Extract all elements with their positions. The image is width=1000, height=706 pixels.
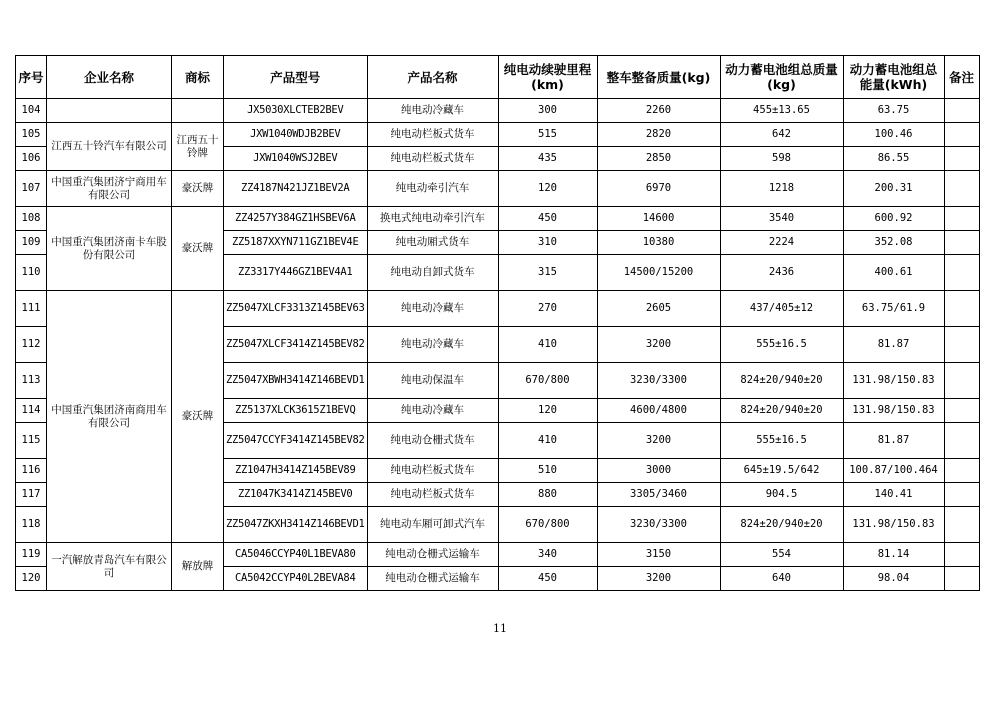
row-number: 116 — [16, 459, 47, 483]
curb-mass-cell: 6970 — [597, 171, 720, 207]
product-name-cell: 纯电动仓栅式货车 — [367, 423, 498, 459]
range-cell: 880 — [498, 483, 597, 507]
battery-energy-cell: 100.46 — [843, 123, 944, 147]
battery-mass-cell: 437/405±12 — [720, 291, 843, 327]
row-number: 104 — [16, 99, 47, 123]
brand-cell-empty — [172, 99, 224, 123]
header-cell-company: 企业名称 — [47, 56, 172, 99]
battery-mass-cell: 554 — [720, 543, 843, 567]
brand-cell: 豪沃牌 — [172, 171, 224, 207]
company-cell: 中国重汽集团济宁商用车有限公司 — [47, 171, 172, 207]
model-cell: ZZ5047XLCF3313Z145BEV63 — [224, 291, 368, 327]
battery-mass-cell: 642 — [720, 123, 843, 147]
row-number: 112 — [16, 327, 47, 363]
row-number: 119 — [16, 543, 47, 567]
range-cell: 510 — [498, 459, 597, 483]
range-cell: 670/800 — [498, 363, 597, 399]
battery-mass-cell: 904.5 — [720, 483, 843, 507]
table-row — [16, 99, 980, 123]
model-cell: ZZ5047XBWH3414Z146BEVD1 — [224, 363, 368, 399]
range-cell: 435 — [498, 147, 597, 171]
battery-mass-cell: 555±16.5 — [720, 423, 843, 459]
curb-mass-cell: 14600 — [597, 207, 720, 231]
header-cell-battery-mass: 动力蓄电池组总质量(kg) — [720, 56, 843, 99]
curb-mass-cell: 2820 — [597, 123, 720, 147]
model-cell: ZZ5137XLCK3615Z1BEVQ — [224, 399, 368, 423]
product-name-cell: 纯电动仓栅式运输车 — [367, 543, 498, 567]
product-name-cell: 纯电动冷藏车 — [367, 99, 498, 123]
header-cell-battery-energy: 动力蓄电池组总能量(kWh) — [843, 56, 944, 99]
curb-mass-cell: 3200 — [597, 567, 720, 591]
battery-energy-cell: 81.14 — [843, 543, 944, 567]
remarks-cell — [944, 171, 979, 207]
battery-mass-cell: 824±20/940±20 — [720, 363, 843, 399]
battery-mass-cell: 3540 — [720, 207, 843, 231]
remarks-cell — [944, 363, 979, 399]
model-cell: JX5030XLCTEB2BEV — [224, 99, 368, 123]
row-number: 110 — [16, 255, 47, 291]
battery-energy-cell: 131.98/150.83 — [843, 363, 944, 399]
remarks-cell — [944, 507, 979, 543]
curb-mass-cell: 2850 — [597, 147, 720, 171]
product-name-cell: 纯电动栏板式货车 — [367, 459, 498, 483]
remarks-cell — [944, 483, 979, 507]
curb-mass-cell: 2260 — [597, 99, 720, 123]
curb-mass-cell: 3230/3300 — [597, 507, 720, 543]
model-cell: ZZ1047K3414Z145BEV0 — [224, 483, 368, 507]
product-name-cell: 纯电动栏板式货车 — [367, 123, 498, 147]
brand-cell: 豪沃牌 — [172, 291, 224, 543]
row-number: 114 — [16, 399, 47, 423]
range-cell: 120 — [498, 171, 597, 207]
battery-mass-cell: 598 — [720, 147, 843, 171]
battery-energy-cell: 98.04 — [843, 567, 944, 591]
remarks-cell — [944, 207, 979, 231]
product-name-cell: 纯电动冷藏车 — [367, 399, 498, 423]
header-cell-curb-mass: 整车整备质量(kg) — [597, 56, 720, 99]
company-cell-empty — [47, 99, 172, 123]
range-cell: 410 — [498, 327, 597, 363]
range-cell: 120 — [498, 399, 597, 423]
battery-energy-cell: 200.31 — [843, 171, 944, 207]
row-number: 108 — [16, 207, 47, 231]
row-number: 118 — [16, 507, 47, 543]
battery-mass-cell: 645±19.5/642 — [720, 459, 843, 483]
row-number: 109 — [16, 231, 47, 255]
header-cell-brand: 商标 — [172, 56, 224, 99]
range-cell: 450 — [498, 207, 597, 231]
curb-mass-cell: 3000 — [597, 459, 720, 483]
table-row — [16, 543, 980, 567]
product-name-cell: 纯电动自卸式货车 — [367, 255, 498, 291]
product-name-cell: 纯电动冷藏车 — [367, 327, 498, 363]
company-cell: 中国重汽集团济南卡车股份有限公司 — [47, 207, 172, 291]
row-number: 115 — [16, 423, 47, 459]
range-cell: 515 — [498, 123, 597, 147]
row-number: 105 — [16, 123, 47, 147]
page-number: 11 — [493, 622, 507, 635]
remarks-cell — [944, 423, 979, 459]
curb-mass-cell: 10380 — [597, 231, 720, 255]
battery-mass-cell: 1218 — [720, 171, 843, 207]
remarks-cell — [944, 99, 979, 123]
remarks-cell — [944, 399, 979, 423]
battery-mass-cell: 640 — [720, 567, 843, 591]
model-cell: ZZ1047H3414Z145BEV89 — [224, 459, 368, 483]
model-cell: ZZ4187N421JZ1BEV2A — [224, 171, 368, 207]
header-cell-product-name: 产品名称 — [367, 56, 498, 99]
header-row — [16, 56, 980, 99]
model-cell: ZZ5047XLCF3414Z145BEV82 — [224, 327, 368, 363]
model-cell: JXW1040WDJB2BEV — [224, 123, 368, 147]
remarks-cell — [944, 567, 979, 591]
battery-energy-cell: 81.87 — [843, 327, 944, 363]
battery-mass-cell: 555±16.5 — [720, 327, 843, 363]
row-number: 113 — [16, 363, 47, 399]
table-row — [16, 171, 980, 207]
row-number: 120 — [16, 567, 47, 591]
product-name-cell: 纯电动栏板式货车 — [367, 147, 498, 171]
range-cell: 310 — [498, 231, 597, 255]
product-name-cell: 纯电动仓栅式运输车 — [367, 567, 498, 591]
remarks-cell — [944, 231, 979, 255]
curb-mass-cell: 3200 — [597, 423, 720, 459]
model-cell: ZZ5047ZKXH3414Z146BEVD1 — [224, 507, 368, 543]
battery-energy-cell: 81.87 — [843, 423, 944, 459]
row-number: 106 — [16, 147, 47, 171]
company-cell: 一汽解放青岛汽车有限公司 — [47, 543, 172, 591]
range-cell: 410 — [498, 423, 597, 459]
battery-energy-cell: 86.55 — [843, 147, 944, 171]
battery-energy-cell: 100.87/100.464 — [843, 459, 944, 483]
product-name-cell: 纯电动厢式货车 — [367, 231, 498, 255]
remarks-cell — [944, 543, 979, 567]
curb-mass-cell: 3305/3460 — [597, 483, 720, 507]
range-cell: 340 — [498, 543, 597, 567]
curb-mass-cell: 2605 — [597, 291, 720, 327]
model-cell: ZZ4257Y384GZ1HSBEV6A — [224, 207, 368, 231]
product-name-cell: 纯电动保温车 — [367, 363, 498, 399]
battery-energy-cell: 400.61 — [843, 255, 944, 291]
battery-mass-cell: 455±13.65 — [720, 99, 843, 123]
remarks-cell — [944, 123, 979, 147]
battery-energy-cell: 131.98/150.83 — [843, 399, 944, 423]
battery-energy-cell: 131.98/150.83 — [843, 507, 944, 543]
range-cell: 300 — [498, 99, 597, 123]
curb-mass-cell: 3230/3300 — [597, 363, 720, 399]
battery-mass-cell: 2436 — [720, 255, 843, 291]
remarks-cell — [944, 255, 979, 291]
header-cell-no: 序号 — [16, 56, 47, 99]
range-cell: 270 — [498, 291, 597, 327]
curb-mass-cell: 14500/15200 — [597, 255, 720, 291]
curb-mass-cell: 3150 — [597, 543, 720, 567]
battery-energy-cell: 600.92 — [843, 207, 944, 231]
battery-energy-cell: 352.08 — [843, 231, 944, 255]
model-cell: ZZ5187XXYN711GZ1BEV4E — [224, 231, 368, 255]
model-cell: ZZ5047CCYF3414Z145BEV82 — [224, 423, 368, 459]
product-name-cell: 纯电动牵引汽车 — [367, 171, 498, 207]
curb-mass-cell: 4600/4800 — [597, 399, 720, 423]
battery-energy-cell: 63.75 — [843, 99, 944, 123]
company-cell: 中国重汽集团济南商用车有限公司 — [47, 291, 172, 543]
row-number: 111 — [16, 291, 47, 327]
range-cell: 450 — [498, 567, 597, 591]
remarks-cell — [944, 327, 979, 363]
brand-cell: 解放牌 — [172, 543, 224, 591]
battery-mass-cell: 824±20/940±20 — [720, 399, 843, 423]
table-row — [16, 291, 980, 327]
battery-mass-cell: 824±20/940±20 — [720, 507, 843, 543]
table-row — [16, 123, 980, 147]
range-cell: 315 — [498, 255, 597, 291]
model-cell: CA5042CCYP40L2BEVA84 — [224, 567, 368, 591]
curb-mass-cell: 3200 — [597, 327, 720, 363]
battery-energy-cell: 63.75/61.9 — [843, 291, 944, 327]
brand-cell: 江西五十铃牌 — [172, 123, 224, 171]
product-name-cell: 换电式纯电动牵引汽车 — [367, 207, 498, 231]
header-cell-range: 纯电动续驶里程(km) — [498, 56, 597, 99]
battery-energy-cell: 140.41 — [843, 483, 944, 507]
header-cell-remarks: 备注 — [944, 56, 979, 99]
range-cell: 670/800 — [498, 507, 597, 543]
table-row — [16, 207, 980, 231]
company-cell: 江西五十铃汽车有限公司 — [47, 123, 172, 171]
product-name-cell: 纯电动车厢可卸式汽车 — [367, 507, 498, 543]
model-cell: ZZ3317Y446GZ1BEV4A1 — [224, 255, 368, 291]
remarks-cell — [944, 291, 979, 327]
remarks-cell — [944, 459, 979, 483]
header-cell-model: 产品型号 — [224, 56, 368, 99]
battery-mass-cell: 2224 — [720, 231, 843, 255]
model-cell: CA5046CCYP40L1BEVA80 — [224, 543, 368, 567]
row-number: 117 — [16, 483, 47, 507]
product-name-cell: 纯电动冷藏车 — [367, 291, 498, 327]
brand-cell: 豪沃牌 — [172, 207, 224, 291]
model-cell: JXW1040WSJ2BEV — [224, 147, 368, 171]
row-number: 107 — [16, 171, 47, 207]
product-name-cell: 纯电动栏板式货车 — [367, 483, 498, 507]
vehicle-catalog-table — [15, 55, 980, 591]
remarks-cell — [944, 147, 979, 171]
